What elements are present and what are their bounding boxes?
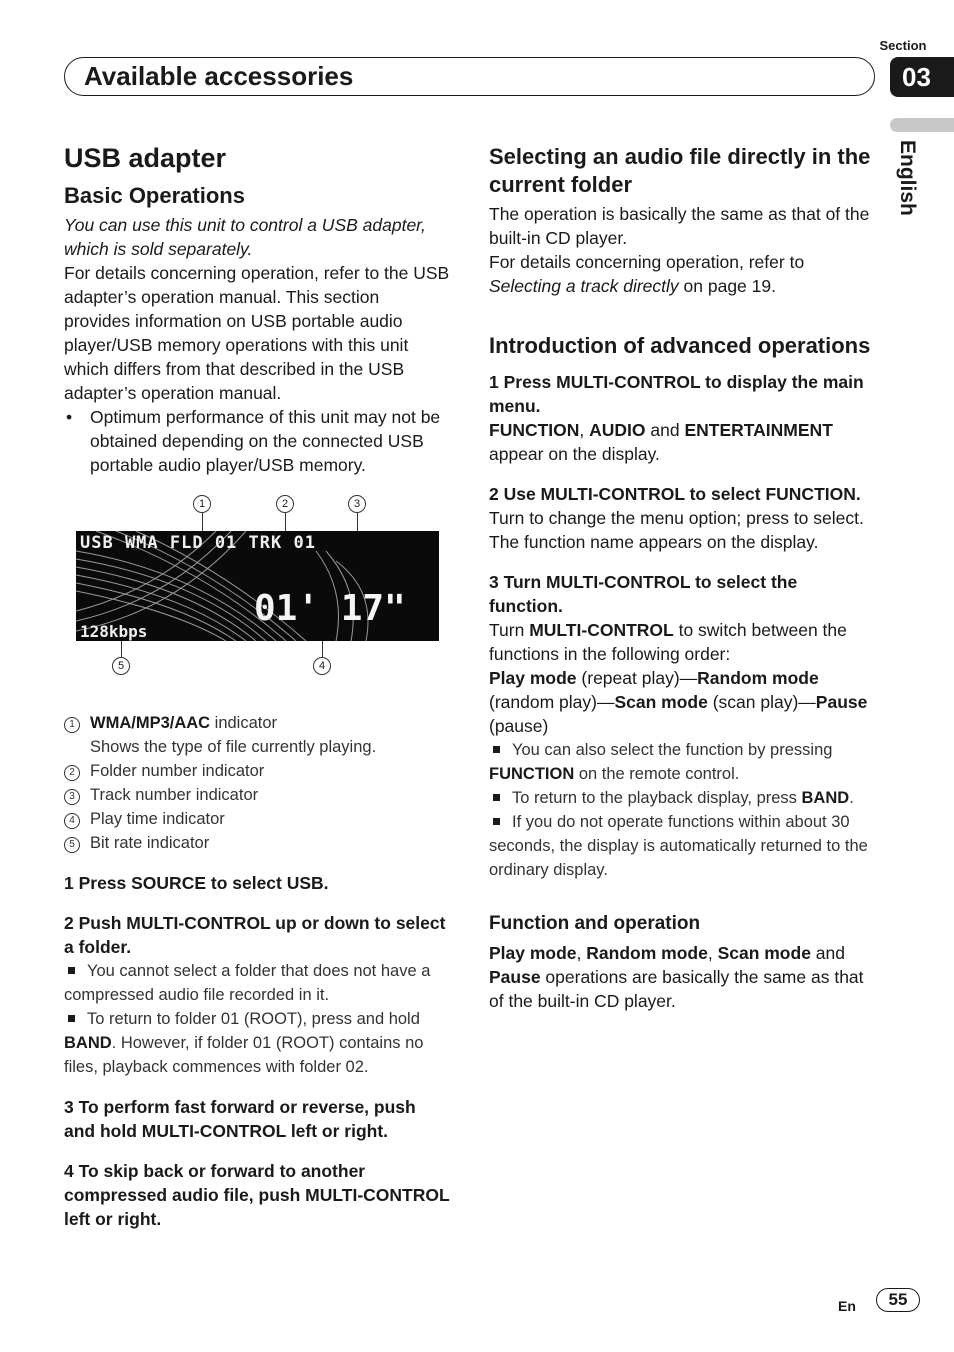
basic-operations-heading: Basic Operations bbox=[64, 183, 245, 208]
mode-order: Play mode (repeat play)—Random mode (random play)—Scan mode (scan play)—Pause (pause) bbox=[489, 668, 868, 736]
adv-step-2-p1: Turn to change the menu option; press to select. bbox=[489, 508, 864, 528]
function-heading: Function and operation bbox=[489, 913, 701, 934]
legend-item: 5 Bit rate indicator bbox=[64, 831, 450, 855]
page-header-title: Available accessories bbox=[84, 61, 354, 91]
select-paragraph-2: For details concerning operation, refer to Selecting a track directly on page 19. bbox=[489, 252, 805, 296]
legend-item: 1 WMA/MP3/AAC indicator bbox=[64, 711, 450, 735]
legend-item: 3 Track number indicator bbox=[64, 783, 450, 807]
callout-2: 2 bbox=[276, 495, 294, 513]
language-tab bbox=[890, 118, 954, 132]
callout-1: 1 bbox=[193, 495, 211, 513]
page-number: 55 bbox=[876, 1288, 920, 1312]
legend-item: 4 Play time indicator bbox=[64, 807, 450, 831]
display-illustration bbox=[64, 493, 450, 693]
legend-item: 2 Folder number indicator bbox=[64, 759, 450, 783]
select-paragraph-1: The operation is basically the same as that of the built-in CD player. bbox=[489, 204, 870, 248]
leader-line-5 bbox=[121, 641, 122, 657]
select-heading: Selecting an audio file directly in the current folder bbox=[489, 144, 871, 197]
lcd-display bbox=[76, 531, 439, 641]
step-2-note-2: To return to folder 01 (ROOT), press and hold BAND. However, if folder 01 (ROOT) contains no files, playback commences with folder 02. bbox=[64, 1010, 424, 1076]
callout-4: 4 bbox=[313, 657, 331, 675]
intro-italic: You can use this unit to control a USB adapter, which is sold separately. bbox=[64, 215, 426, 259]
adv-step-1-rest: appear on the display. bbox=[489, 444, 660, 464]
bullet-note: • Optimum performance of this unit may not be obtained depending on the connected USB portable audio player/USB memory. bbox=[64, 405, 450, 477]
step-4: 4 To skip back or forward to another compressed audio file, push MULTI-CONTROL left or right. bbox=[64, 1161, 450, 1229]
section-number: 03 bbox=[890, 57, 954, 97]
step-2: 2 Push MULTI-CONTROL up or down to select a folder. bbox=[64, 913, 446, 957]
left-column bbox=[64, 140, 450, 1231]
step-3: 3 To perform fast forward or reverse, push and hold MULTI-CONTROL left or right. bbox=[64, 1097, 416, 1141]
adv-note-2: To return to the playback display, press BAND. bbox=[489, 786, 873, 810]
step-1: 1 Press SOURCE to select USB. bbox=[64, 873, 329, 893]
adv-step-3: 3 Turn MULTI-CONTROL to select the function. bbox=[489, 572, 798, 616]
function-paragraph: Play mode, Random mode, Scan mode and Pause operations are basically the same as that of the built-in CD player. bbox=[489, 943, 864, 1011]
indicator-legend bbox=[64, 711, 450, 855]
callout-5: 5 bbox=[112, 657, 130, 675]
adv-note-3: If you do not operate functions within about 30 seconds, the display is automatically returned to the ordinary display. bbox=[489, 813, 868, 879]
right-column bbox=[489, 140, 873, 1013]
adv-step-1: 1 Press MULTI-CONTROL to display the main menu. bbox=[489, 372, 864, 416]
adv-step-2: 2 Use MULTI-CONTROL to select FUNCTION. bbox=[489, 484, 861, 504]
leader-line-4 bbox=[322, 641, 323, 657]
language-label: English bbox=[896, 140, 919, 216]
section-label: Section bbox=[879, 38, 927, 53]
adv-step-1-body: FUNCTION, AUDIO and ENTERTAINMENT bbox=[489, 420, 833, 440]
adv-step-2-p2: The function name appears on the display. bbox=[489, 532, 819, 552]
advanced-heading: Introduction of advanced operations bbox=[489, 333, 871, 358]
adv-step-3-body: Turn MULTI-CONTROL to switch between the functions in the following order: bbox=[489, 620, 847, 664]
footer-language: En bbox=[838, 1298, 856, 1314]
page-title: USB adapter bbox=[64, 143, 227, 173]
lcd-bitrate: 128kbps bbox=[80, 622, 148, 641]
adv-note-1: You can also select the function by pressing FUNCTION on the remote control. bbox=[489, 741, 833, 783]
lcd-time: 01' 17" bbox=[254, 588, 406, 629]
intro-paragraph: For details concerning operation, refer to the USB adapter’s operation manual. This section provides information on USB portable audio player/USB memory operations with this unit which differs from that described in the USB adapter’s operation manual. bbox=[64, 263, 450, 403]
callout-3: 3 bbox=[348, 495, 366, 513]
lcd-top-text: USB WMA FLD 01 TRK 01 bbox=[80, 533, 316, 553]
step-2-note-1: You cannot select a folder that does not have a compressed audio file recorded in it. bbox=[64, 962, 431, 1004]
legend-subtext: Shows the type of file currently playing. bbox=[90, 738, 377, 756]
